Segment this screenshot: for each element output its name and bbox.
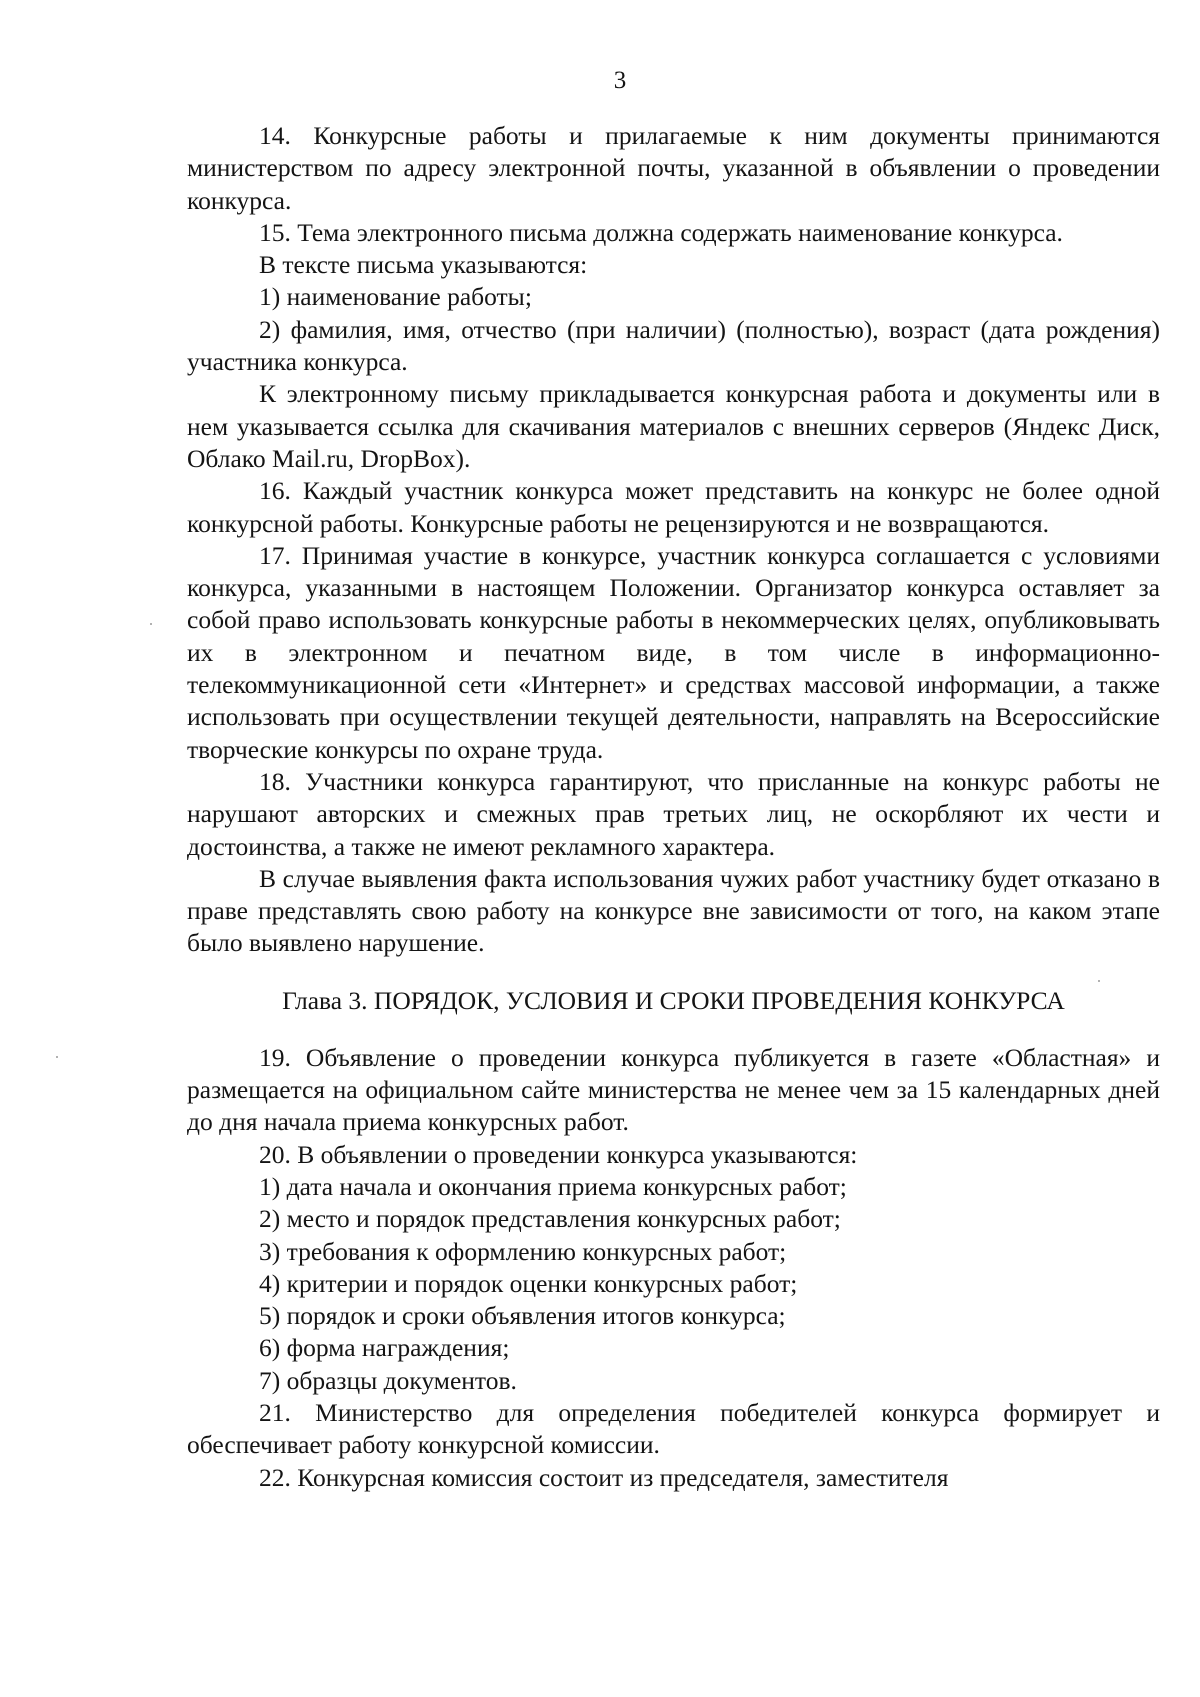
paragraph-14: 14. Конкурсные работы и прилагаемые к ним документы принимаются министерством по адресу электронной почты, указанной в объявлении о проведении конкурса. [187, 121, 1160, 215]
paragraph-15-item-2: 2) фамилия, имя, отчество (при наличии) (полностью), возраст (дата рождения) участника конкурса. [187, 314, 1160, 377]
paragraph-20-item-5: 5) порядок и сроки объявления итогов конкурса; [259, 1301, 786, 1331]
paragraph-20: 20. В объявлении о проведении конкурса указываются: [259, 1139, 858, 1169]
scan-speck [56, 1056, 58, 1058]
paragraph-15: 15. Тема электронного письма должна содержать наименование конкурса. [259, 217, 1063, 247]
paragraph-20-item-1: 1) дата начала и окончания приема конкурсных работ; [259, 1171, 847, 1201]
scan-speck [150, 623, 152, 625]
chapter-heading: Глава 3. ПОРЯДОК, УСЛОВИЯ И СРОКИ ПРОВЕДЕНИЯ КОНКУРСА [282, 985, 1065, 1015]
paragraph-20-item-4: 4) критерии и порядок оценки конкурсных работ; [259, 1268, 798, 1298]
paragraph-18: 18. Участники конкурса гарантируют, что присланные на конкурс работы не нарушают авторских и смежных прав третьих лиц, не оскорбляют их чести и достоинства, а также не имеют рекламного характера. [187, 766, 1160, 861]
paragraph-20-item-2: 2) место и порядок представления конкурсных работ; [259, 1204, 841, 1234]
page-number: 3 [613, 67, 627, 94]
scan-speck [1098, 980, 1100, 982]
paragraph-16: 16. Каждый участник конкурса может представить на конкурс не более одной конкурсной работы. Конкурсные работы не рецензируются и не возвращаются. [187, 476, 1160, 538]
paragraph-22: 22. Конкурсная комиссия состоит из председателя, заместителя [259, 1462, 949, 1492]
paragraph-15-intro: В тексте письма указываются: [259, 250, 588, 280]
paragraph-20-item-6: 6) форма награждения; [259, 1333, 510, 1363]
paragraph-20-item-3: 3) требования к оформлению конкурсных работ; [259, 1236, 787, 1266]
paragraph-15-attachment: К электронному письму прикладывается конкурсная работа и документы или в нем указывается ссылка для скачивания материалов с внешних серверов (Яндекс Диск, Облако Mail.ru, DropBox). [187, 379, 1160, 473]
document-body [187, 120, 1160, 1494]
paragraph-18-violation: В случае выявления факта использования чужих работ участнику будет отказано в праве представлять свою работу на конкурсе вне зависимости от того, на каком этапе было выявлено нарушение. [187, 863, 1160, 958]
paragraph-19: 19. Объявление о проведении конкурса публикуется в газете «Областная» и размещается на официальном сайте министерства не менее чем за 15 календарных дней до дня начала приема конкурсных работ. [187, 1042, 1160, 1137]
paragraph-17: 17. Принимая участие в конкурсе, участник конкурса соглашается с условиями конкурса, указанными в настоящем Положении. Организатор конкурса оставляет за собой право использовать конкурсные работы в некоммерческих целях, опубликовывать их в электронном и печатном виде, в том числе в информационно-телекоммуникационной сети «Интернет» и средствах массовой информации, а также использовать при осуществлении текущей деятельности, направлять на Всероссийские творческие конкурсы по охране труда. [187, 540, 1160, 764]
paragraph-20-item-7: 7) образцы документов. [259, 1365, 517, 1395]
paragraph-15-item-1: 1) наименование работы; [259, 282, 532, 312]
paragraph-21: 21. Министерство для определения победителей конкурса формирует и обеспечивает работу конкурсной комиссии. [187, 1397, 1160, 1460]
